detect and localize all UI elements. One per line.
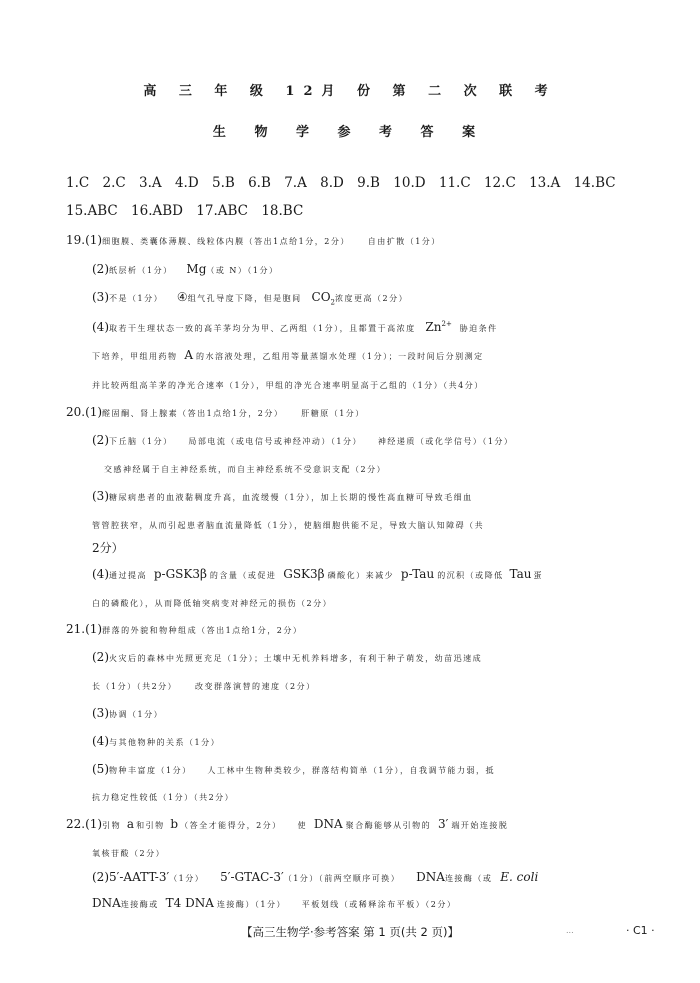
choice-answer: 9.B [357,175,380,191]
q19-part2: (2)纸层析（1分） Mg（或 N）（1分） [92,262,279,276]
q22-part1-line1: 22.(1)引物 a 和引物 b （答全才能得分，2分） 使 DNA 聚合酶能够从引物的 3′ 端开始连接脱 [66,817,509,831]
q20-part4-line1: (4)通过提高 p-GSK3β 的含量（或促进 GSK3β 磷酸化）来减少 p-Tau 的沉积（或降低 Tau 蛋 [92,567,543,581]
q21-part5-line2: 抗力稳定性较低（1分）（共2分） [92,793,235,802]
q21-part4: (4)与其他物种的关系（1分） [92,734,221,748]
page-code: · C1 · [626,924,655,937]
q19-part3: (3)不是（1分） ④组气孔导度下降，但是胞间 $CO_2$浓度更高（2分） [92,290,409,307]
choice-answer: 4.D [174,175,199,191]
choice-answer: 11.C [438,175,471,191]
q21-part5-line1: (5)物种丰富度（1分） 人工林中生物种类较少，群落结构简单（1分），自我调节能力弱，抵 [92,762,496,776]
q21-part1: 21.(1)群落的外貌和物种组成（答出1点给1分，2分） [66,622,303,636]
choice-answer: 18.BC [261,203,304,219]
q22-part2-line2: DNA连接酶或 T4 DNA 连接酶）（1分） 平板划线（或稀释涂布平板）（2分） [92,896,457,910]
choice-answer: 14.BC [573,175,616,191]
q20-part1: 20.(1)醛固酮、肾上腺素（答出1点给1分，2分） 肝糖原（1分） [66,405,365,419]
choice-answer: 5.B [211,175,235,191]
q20-part3-line1: (3)糖尿病患者的血液黏稠度升高，血流缓慢（1分），加上长期的慢性高血糖可导致毛细血 [92,489,473,503]
q21-part3: (3)协调（1分） [92,706,164,720]
footer-dots: ... [566,926,574,935]
choice-answer: 6.B [248,175,271,191]
q19-part4-line2: 下培养，甲组用药物 A 的水溶液处理，乙组用等量蒸馏水处理（1分）；一段时间后分别测定 [92,348,484,362]
choice-answer: 17.ABC [196,203,249,219]
q22-part1-line2: 氧核苷酸（2分） [92,849,166,858]
page-footer: 【高三生物学·参考答案 第 1 页(共 2 页)】 [240,925,460,939]
q20-part2-line2: 交感神经属于自主神经系统，而自主神经系统不受意识支配（2分） [104,465,387,474]
choice-answer: 1.C [66,175,90,191]
choice-answer: 3.A [139,175,162,191]
q19-part4-line1: (4)取若干生理状态一致的高羊茅均分为甲、乙两组（1分），且都置于高浓度 $Zn^{2+}$ 胁迫条件 [92,320,498,334]
q19-part4-line3: 并比较两组高羊茅的净光合速率（1分），甲组的净光合速率明显高于乙组的（1分）（共4分） [92,381,484,390]
q20-part4-line2: 白的磷酸化），从而降低轴突病变对神经元的损伤（2分） [92,599,333,608]
choice-answer: 16.ABD [131,203,183,219]
choice-answer: 10.D [393,175,426,191]
choice-answer: 8.D [320,175,344,191]
choice-answer: 15.ABC [66,203,118,219]
q20-part3-line3: 2分） [92,541,124,555]
choice-answer: 12.C [483,175,516,191]
exam-title: 高 三 年 级 12月 份 第 二 次 联 考 [143,84,557,99]
choice-answers-row-2 [66,203,312,219]
choice-answers-row-1 [66,175,625,191]
q20-part3-line2: 管管腔狭窄，从而引起患者脑血流量降低（1分），使脑细胞供能不足，导致大脑认知障碍（共 [92,521,485,530]
q22-part2-line1: (2)5′-AATT-3′（1分） 5′-GTAC-3′（1分）（前两空顺序可换） DNA连接酶（或 E. coli [92,870,539,884]
choice-answer: 2.C [102,175,126,191]
page-subtitle: 生 物 学 参 考 答 案 [212,125,488,140]
q21-part2-line1: (2)火灾后的森林中光照更充足（1分）；土壤中无机养料增多，有利于种子萌发，幼苗迅速成 [92,650,483,664]
choice-answer: 7.A [284,175,307,191]
q20-part2-line1: (2)下丘脑（1分） 局部电流（或电信号或神经冲动）（1分） 神经递质（或化学信号）（1分） [92,433,514,447]
q21-part2-line2: 长（1分）（共2分） 改变群落演替的速度（2分） [92,682,316,691]
q19-part1: 19.(1)细胞膜、类囊体薄膜、线粒体内膜（答出1点给1分，2分） 自由扩散（1分） [66,233,441,247]
choice-answer: 13.A [529,175,561,191]
